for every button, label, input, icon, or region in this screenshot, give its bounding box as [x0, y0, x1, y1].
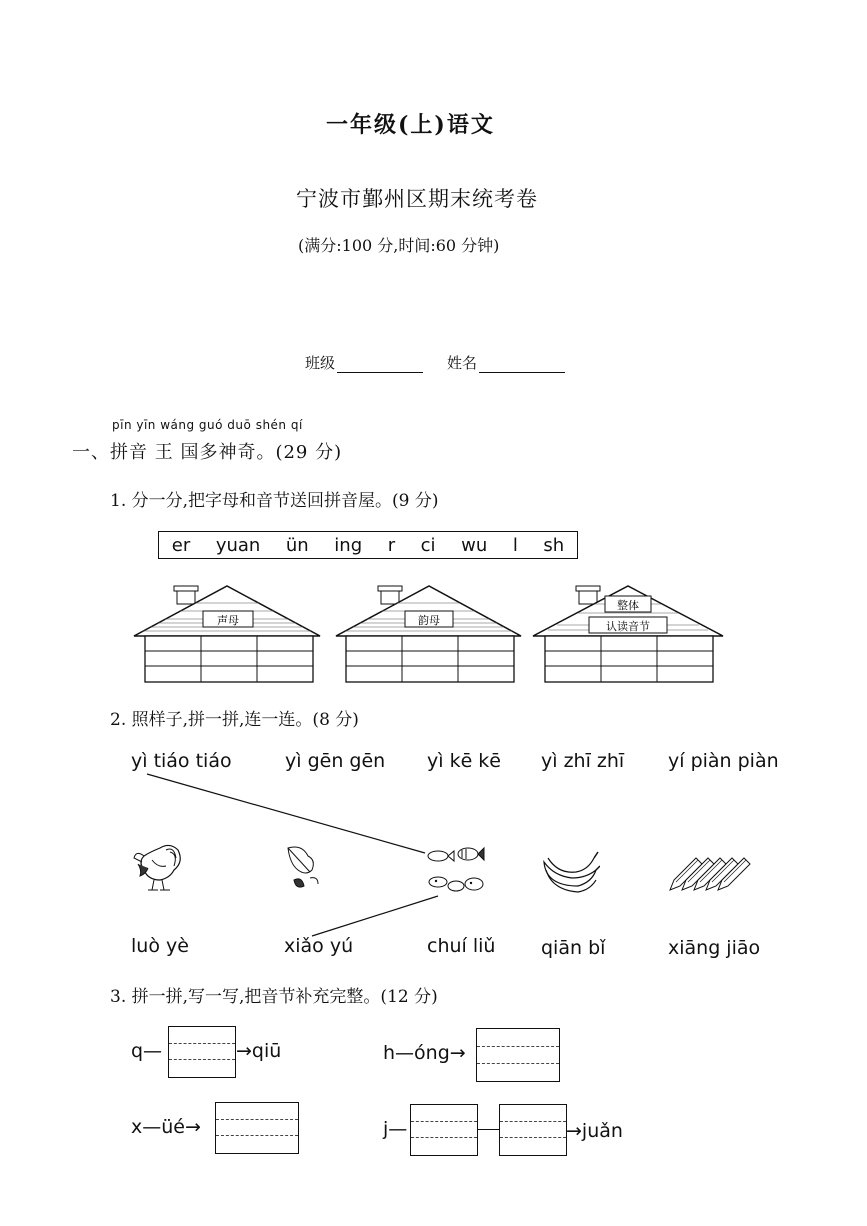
house-label: 韵母: [418, 614, 440, 627]
exam-title: 宁波市鄞州区期末统考卷: [296, 187, 538, 211]
measure-word-pinyin: yì kē kē: [427, 750, 501, 772]
name-label: 姓名: [447, 354, 478, 372]
banana-icon: [538, 848, 600, 896]
pencils-icon: [666, 850, 754, 894]
measure-word-pinyin: yí piàn piàn: [668, 750, 779, 772]
question-2-label: 2. 照样子,拼一拼,连一连。(8 分): [110, 710, 359, 730]
answer-box[interactable]: [476, 1028, 560, 1082]
object-pinyin: qiān bǐ: [541, 937, 606, 959]
question-1-label: 1. 分一分,把字母和音节送回拼音屋。(9 分): [110, 491, 439, 511]
question-3-label: 3. 拼一拼,写一写,把音节补充完整。(12 分): [110, 987, 438, 1007]
section-heading: 一、拼音 王 国多神奇。(29 分): [72, 442, 343, 463]
syllable-result: →juǎn: [566, 1120, 623, 1142]
letter-item[interactable]: yuan: [215, 534, 261, 556]
object-pinyin: luò yè: [131, 935, 189, 957]
syllable-left: h—óng→: [383, 1042, 466, 1064]
letter-item[interactable]: er: [171, 534, 191, 556]
object-pinyin: xiāng jiāo: [668, 937, 761, 959]
fish-icon: [424, 842, 488, 898]
syllable-left: q—: [131, 1040, 163, 1062]
measure-word-pinyin: yì zhī zhī: [541, 750, 625, 772]
house-label: 声母: [217, 614, 239, 627]
object-pinyin: chuí liǔ: [427, 935, 496, 957]
answer-box[interactable]: [168, 1026, 236, 1078]
answer-box[interactable]: [499, 1104, 567, 1156]
letter-item[interactable]: sh: [543, 534, 565, 556]
measure-word-pinyin: yì gēn gēn: [285, 750, 386, 772]
answer-box[interactable]: [410, 1104, 478, 1156]
exam-score-time: (满分:100 分,时间:60 分钟): [298, 236, 500, 255]
connect-line: [312, 896, 438, 936]
syllable-left: j—: [383, 1118, 408, 1140]
house-label: 整体: [617, 599, 639, 612]
house-label: 认读音节: [606, 620, 650, 633]
syllable-result: →qiū: [236, 1040, 282, 1062]
answer-box[interactable]: [215, 1102, 299, 1154]
measure-word-pinyin: yì tiáo tiáo: [131, 750, 232, 772]
exam-grade-title: 一年级(上)语文: [326, 112, 495, 138]
letter-item[interactable]: l: [512, 534, 518, 556]
syllable-left: x—üé→: [131, 1116, 201, 1138]
class-label: 班级: [305, 354, 336, 372]
letter-item[interactable]: ün: [285, 534, 309, 556]
letter-item[interactable]: ci: [420, 534, 436, 556]
letter-item[interactable]: ing: [334, 534, 363, 556]
rooster-icon: [130, 840, 190, 892]
letter-item[interactable]: wu: [461, 534, 488, 556]
letter-item[interactable]: r: [387, 534, 396, 556]
leaf-icon: [282, 842, 326, 896]
section-pinyin-hint: pīn yīn wáng guó duō shén qí: [112, 418, 303, 432]
object-pinyin: xiǎo yú: [284, 935, 354, 957]
connector-dash: [477, 1129, 499, 1130]
